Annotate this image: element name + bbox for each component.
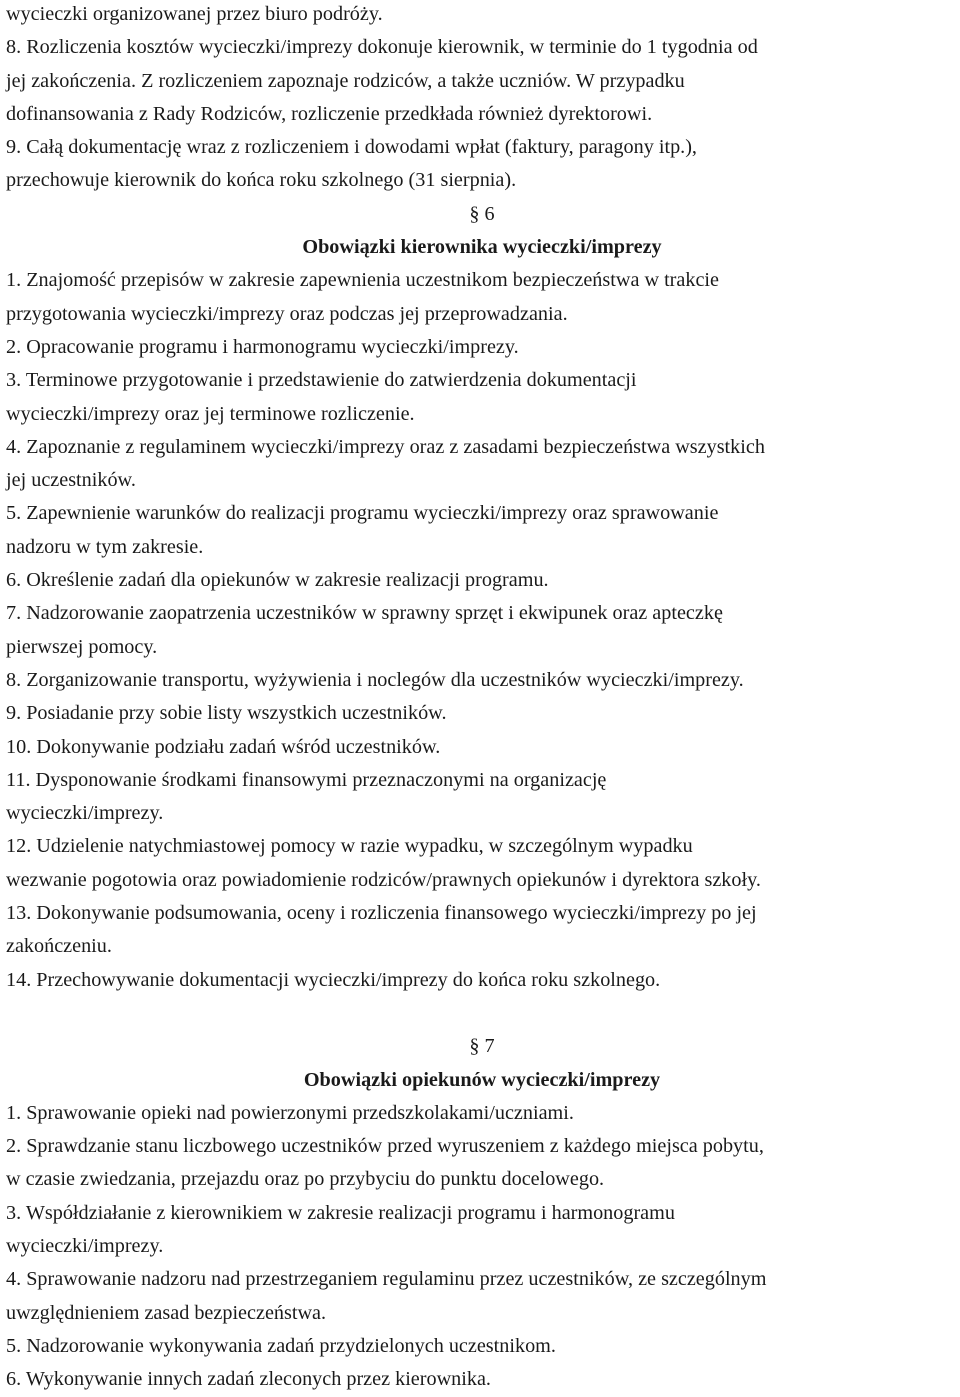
text-line: dofinansowania z Rady Rodziców, rozliczenie przedkłada również dyrektorowi. bbox=[6, 102, 653, 125]
list-item: 5. Zapewnienie warunków do realizacji programu wycieczki/imprezy oraz sprawowanie bbox=[6, 502, 719, 525]
list-item: przygotowania wycieczki/imprezy oraz podczas jej przeprowadzania. bbox=[6, 302, 568, 325]
section-number-value: 6 bbox=[484, 202, 495, 225]
list-item: 10. Dokonywanie podziału zadań wśród uczestników. bbox=[6, 735, 441, 758]
list-item: zakończeniu. bbox=[6, 935, 112, 958]
list-item: 4. Sprawowanie nadzoru nad przestrzeganiem regulaminu przez uczestników, ze szczególnym bbox=[6, 1268, 767, 1291]
list-item: 2. Sprawdzanie stanu liczbowego uczestników przed wyruszeniem z każdego miejsca pobytu, bbox=[6, 1135, 764, 1158]
list-item: pierwszej pomocy. bbox=[6, 635, 158, 658]
list-item: 6. Wykonywanie innych zadań zleconych przez kierownika. bbox=[6, 1368, 491, 1391]
list-item: 11. Dysponowanie środkami finansowymi przeznaczonymi na organizację bbox=[6, 768, 607, 791]
section-mark: § bbox=[469, 202, 480, 225]
list-item: 4. Zapoznanie z regulaminem wycieczki/imprezy oraz z zasadami bezpieczeństwa wszystkich bbox=[6, 435, 765, 458]
list-item: 14. Przechowywanie dokumentacji wycieczki/imprezy do końca roku szkolnego. bbox=[6, 968, 661, 991]
list-item: 13. Dokonywanie podsumowania, oceny i rozliczenia finansowego wycieczki/imprezy po jej bbox=[6, 902, 757, 925]
section-title: Obowiązki opiekunów wycieczki/imprezy bbox=[303, 1068, 661, 1091]
list-item: wycieczki/imprezy oraz jej terminowe rozliczenie. bbox=[6, 402, 415, 425]
section-number-value: 7 bbox=[484, 1035, 495, 1058]
list-item: 7. Nadzorowanie zaopatrzenia uczestników w sprawny sprzęt i ekwipunek oraz apteczkę bbox=[6, 602, 723, 625]
list-item: wezwanie pogotowia oraz powiadomienie rodziców/prawnych opiekunów i dyrektora szkoły. bbox=[6, 868, 761, 891]
list-item: 1. Znajomość przepisów w zakresie zapewnienia uczestnikom bezpieczeństwa w trakcie bbox=[6, 269, 719, 292]
intro-text bbox=[6, 0, 958, 198]
text-line: 8. Rozliczenia kosztów wycieczki/imprezy dokonuje kierownik, w terminie do 1 tygodnia od bbox=[6, 36, 758, 59]
list-item: 8. Zorganizowanie transportu, wyżywienia i noclegów dla uczestników wycieczki/imprezy. bbox=[6, 668, 744, 691]
section-mark: § bbox=[469, 1035, 480, 1058]
list-item: uwzględnieniem zasad bezpieczeństwa. bbox=[6, 1301, 327, 1324]
text-line: wycieczki organizowanej przez biuro podróży. bbox=[6, 3, 383, 25]
section-7 bbox=[6, 1030, 958, 1396]
section-number bbox=[6, 1030, 958, 1063]
list-item: 5. Nadzorowanie wykonywania zadań przydzielonych uczestnikom. bbox=[6, 1334, 556, 1357]
list-item: 9. Posiadanie przy sobie listy wszystkich uczestników. bbox=[6, 702, 447, 725]
list-item: wycieczki/imprezy. bbox=[6, 802, 164, 825]
section-6 bbox=[6, 198, 958, 997]
list-item: 3. Współdziałanie z kierownikiem w zakresie realizacji programu i harmonogramu bbox=[6, 1201, 675, 1224]
list-item: 6. Określenie zadań dla opiekunów w zakresie realizacji programu. bbox=[6, 569, 549, 592]
list-item: jej uczestników. bbox=[6, 469, 136, 492]
spacer bbox=[6, 997, 958, 1030]
list-item: 12. Udzielenie natychmiastowej pomocy w razie wypadku, w szczególnym wypadku bbox=[6, 835, 693, 858]
list-item: 3. Terminowe przygotowanie i przedstawienie do zatwierdzenia dokumentacji bbox=[6, 369, 637, 392]
section-title: Obowiązki kierownika wycieczki/imprezy bbox=[302, 236, 662, 259]
list-item: wycieczki/imprezy. bbox=[6, 1234, 164, 1257]
text-line: 9. Całą dokumentację wraz z rozliczeniem i dowodami wpłat (faktury, paragony itp.), bbox=[6, 136, 697, 159]
text-line: jej zakończenia. Z rozliczeniem zapoznaje rodziców, a także uczniów. W przypadku bbox=[6, 69, 685, 92]
section-number bbox=[6, 198, 958, 231]
list-item: 2. Opracowanie programu i harmonogramu wycieczki/imprezy. bbox=[6, 335, 519, 358]
text-line: przechowuje kierownik do końca roku szkolnego (31 sierpnia). bbox=[6, 169, 517, 192]
list-item: nadzoru w tym zakresie. bbox=[6, 535, 204, 558]
document-page bbox=[6, 0, 958, 1396]
list-item: w czasie zwiedzania, przejazdu oraz po przybyciu do punktu docelowego. bbox=[6, 1168, 605, 1191]
list-item: 1. Sprawowanie opieki nad powierzonymi przedszkolakami/uczniami. bbox=[6, 1101, 574, 1124]
